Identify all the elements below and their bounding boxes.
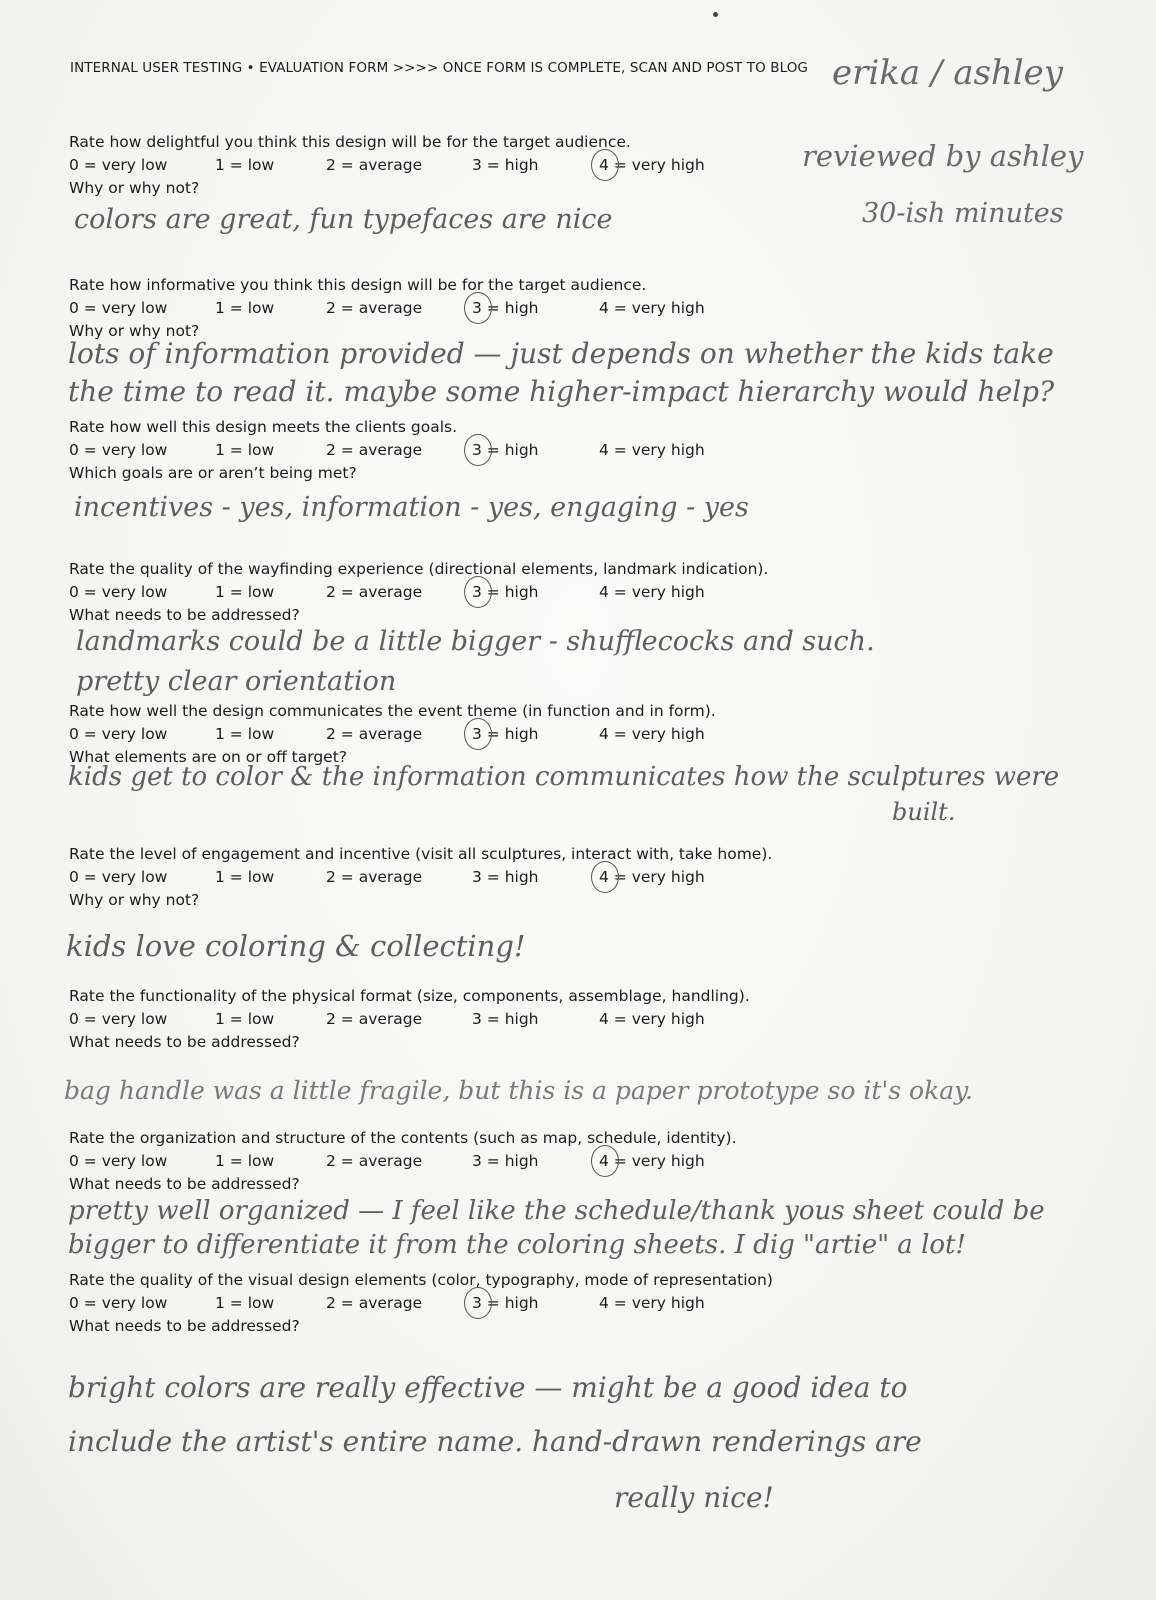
rating-option-3[interactable]: 3 = high (472, 1010, 539, 1028)
handwritten-answer: built. (892, 798, 956, 826)
reviewed-by-note: reviewed by ashley (802, 139, 1084, 173)
selected-rating-circle (591, 861, 619, 893)
rating-option-0[interactable]: 0 = very low (69, 1010, 168, 1028)
question-followup: What needs to be addressed? (69, 1175, 300, 1193)
rating-option-1[interactable]: 1 = low (215, 583, 275, 601)
handwritten-answer: bigger to differentiate it from the coloring sheets. I dig "artie" a lot! (68, 1230, 966, 1260)
rating-option-4[interactable]: 4 = very high (599, 1150, 705, 1173)
handwritten-answer: landmarks could be a little bigger - shufflecocks and such. (76, 626, 875, 657)
question-followup: Why or why not? (69, 891, 200, 909)
rating-option-3[interactable]: 3 = high (472, 1292, 539, 1315)
rating-option-3[interactable]: 3 = high (472, 868, 539, 886)
rating-option-2[interactable]: 2 = average (326, 725, 423, 743)
handwritten-answer: lots of information provided — just depends on whether the kids take (68, 337, 1054, 370)
question-followup: Why or why not? (69, 179, 200, 197)
question-7 (69, 985, 750, 1054)
rating-option-4[interactable]: 4 = very high (599, 441, 705, 459)
question-6 (69, 843, 772, 912)
question-prompt: Rate the quality of the wayfinding experience (directional elements, landmark indication). (69, 560, 769, 578)
handwritten-answer: pretty well organized — I feel like the schedule/thank yous sheet could be (68, 1196, 1045, 1226)
rating-option-3[interactable]: 3 = high (472, 439, 539, 462)
selected-rating-circle (591, 1145, 619, 1177)
rating-option-2[interactable]: 2 = average (326, 156, 423, 174)
rating-scale (69, 154, 705, 177)
question-prompt: Rate how well the design communicates the event theme (in function and in form). (69, 702, 716, 720)
rating-option-0[interactable]: 0 = very low (69, 299, 168, 317)
question-followup: What needs to be addressed? (69, 1033, 300, 1051)
reviewer-names: erika / ashley (832, 53, 1064, 93)
rating-option-1[interactable]: 1 = low (215, 1152, 275, 1170)
rating-option-1[interactable]: 1 = low (215, 1294, 275, 1312)
rating-scale (69, 723, 716, 746)
rating-option-1[interactable]: 1 = low (215, 868, 275, 886)
question-2 (69, 274, 705, 343)
selected-rating-circle (591, 149, 619, 181)
handwritten-answer: include the artist's entire name. hand-drawn renderings are (68, 1425, 922, 1458)
rating-option-1[interactable]: 1 = low (215, 1010, 275, 1028)
question-8 (69, 1127, 737, 1196)
rating-scale (69, 1150, 737, 1173)
rating-option-2[interactable]: 2 = average (326, 583, 423, 601)
rating-option-4[interactable]: 4 = very high (599, 154, 705, 177)
rating-option-4[interactable]: 4 = very high (599, 583, 705, 601)
rating-scale (69, 866, 772, 889)
rating-option-0[interactable]: 0 = very low (69, 583, 168, 601)
selected-rating-circle (464, 1287, 492, 1319)
question-followup: Which goals are or aren’t being met? (69, 464, 357, 482)
question-1 (69, 131, 705, 200)
rating-option-4[interactable]: 4 = very high (599, 725, 705, 743)
question-followup: What needs to be addressed? (69, 606, 300, 624)
question-prompt: Rate how delightful you think this design will be for the target audience. (69, 133, 631, 151)
selected-rating-circle (464, 576, 492, 608)
rating-option-1[interactable]: 1 = low (215, 299, 275, 317)
rating-option-1[interactable]: 1 = low (215, 725, 275, 743)
question-9 (69, 1269, 773, 1338)
rating-option-2[interactable]: 2 = average (326, 1294, 423, 1312)
handwritten-answer: the time to read it. maybe some higher-impact hierarchy would help? (68, 375, 1055, 408)
paper-speck (713, 12, 718, 17)
rating-scale (69, 297, 705, 320)
rating-option-1[interactable]: 1 = low (215, 441, 275, 459)
handwritten-answer: incentives - yes, information - yes, engaging - yes (74, 492, 749, 523)
rating-option-4[interactable]: 4 = very high (599, 299, 705, 317)
handwritten-answer: colors are great, fun typefaces are nice (74, 204, 613, 235)
handwritten-answer: kids get to color & the information communicates how the sculptures were (68, 762, 1060, 792)
selected-rating-circle (464, 434, 492, 466)
question-followup: What elements are on or off target? (69, 748, 348, 766)
question-prompt: Rate how informative you think this design will be for the target audience. (69, 276, 647, 294)
rating-option-0[interactable]: 0 = very low (69, 868, 168, 886)
selected-rating-circle (464, 292, 492, 324)
question-prompt: Rate the functionality of the physical format (size, components, assemblage, handling). (69, 987, 750, 1005)
handwritten-answer: bright colors are really effective — might be a good idea to (68, 1371, 908, 1404)
rating-option-2[interactable]: 2 = average (326, 868, 423, 886)
rating-scale (69, 1292, 773, 1315)
question-prompt: Rate how well this design meets the clients goals. (69, 418, 458, 436)
handwritten-answer: really nice! (614, 1481, 774, 1514)
rating-option-1[interactable]: 1 = low (215, 156, 275, 174)
rating-option-2[interactable]: 2 = average (326, 1010, 423, 1028)
question-prompt: Rate the organization and structure of the contents (such as map, schedule, identity). (69, 1129, 737, 1147)
rating-scale (69, 439, 705, 462)
selected-rating-circle (464, 718, 492, 750)
question-4 (69, 558, 768, 627)
rating-option-0[interactable]: 0 = very low (69, 725, 168, 743)
duration-note: 30-ish minutes (862, 198, 1064, 229)
rating-option-0[interactable]: 0 = very low (69, 1152, 168, 1170)
rating-scale (69, 581, 768, 604)
rating-option-0[interactable]: 0 = very low (69, 1294, 168, 1312)
question-prompt: Rate the level of engagement and incentive (visit all sculptures, interact with, take home). (69, 845, 773, 863)
rating-option-0[interactable]: 0 = very low (69, 441, 168, 459)
rating-option-4[interactable]: 4 = very high (599, 1010, 705, 1028)
handwritten-answer: bag handle was a little fragile, but this is a paper prototype so it's okay. (64, 1076, 973, 1105)
rating-option-3[interactable]: 3 = high (472, 1152, 539, 1170)
question-prompt: Rate the quality of the visual design elements (color, typography, mode of representation) (69, 1271, 773, 1289)
rating-scale (69, 1008, 750, 1031)
rating-option-3[interactable]: 3 = high (472, 156, 539, 174)
rating-option-2[interactable]: 2 = average (326, 299, 423, 317)
rating-option-4[interactable]: 4 = very high (599, 866, 705, 889)
rating-option-3[interactable]: 3 = high (472, 297, 539, 320)
rating-option-2[interactable]: 2 = average (326, 441, 423, 459)
question-3 (69, 416, 705, 485)
rating-option-3[interactable]: 3 = high (472, 723, 539, 746)
rating-option-3[interactable]: 3 = high (472, 581, 539, 604)
question-followup: Why or why not? (69, 322, 200, 340)
rating-option-2[interactable]: 2 = average (326, 1152, 423, 1170)
handwritten-answer: kids love coloring & collecting! (66, 929, 526, 963)
question-5 (69, 700, 716, 769)
handwritten-answer: pretty clear orientation (76, 666, 397, 697)
question-followup: What needs to be addressed? (69, 1317, 300, 1335)
rating-option-4[interactable]: 4 = very high (599, 1294, 705, 1312)
rating-option-0[interactable]: 0 = very low (69, 156, 168, 174)
form-header: INTERNAL USER TESTING • EVALUATION FORM >>>> ONCE FORM IS COMPLETE, SCAN AND POST TO BLOG (70, 60, 808, 76)
